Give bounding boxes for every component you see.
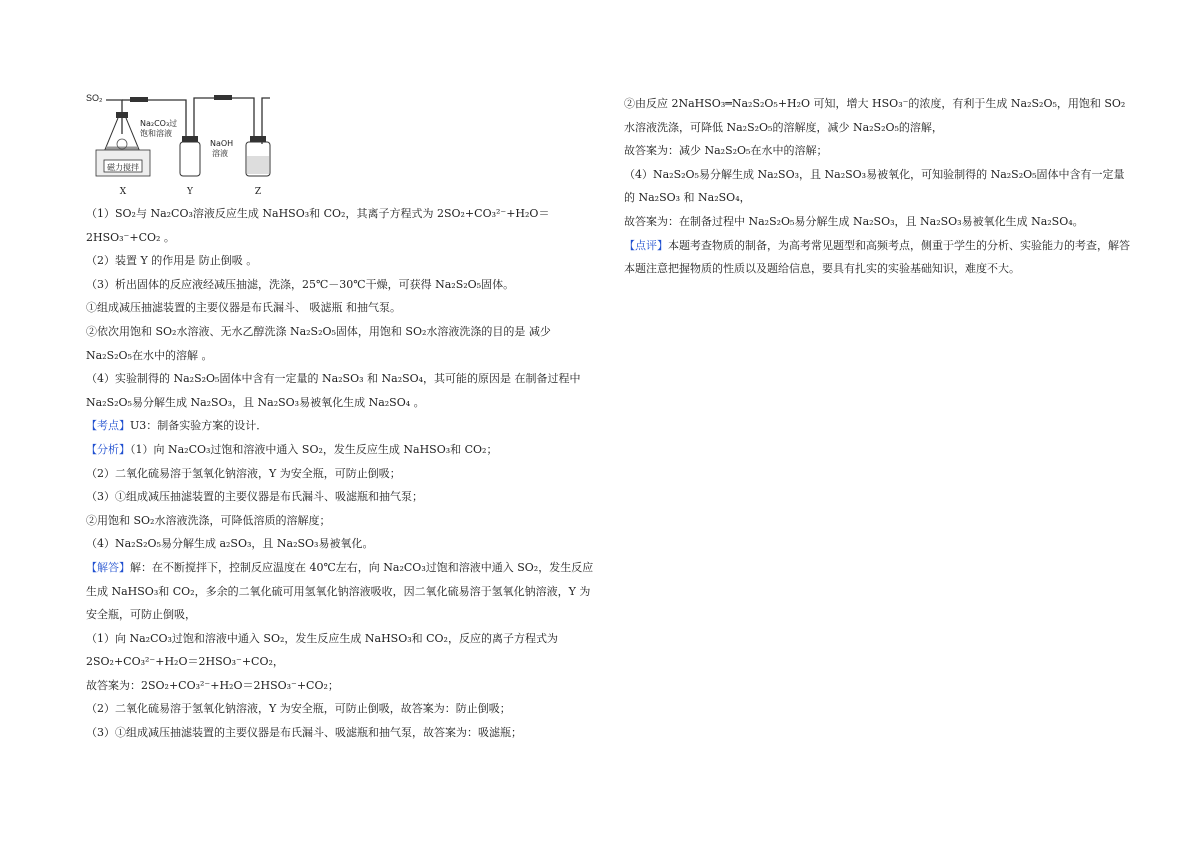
x-flask-label-1: Na₂CO₃过 (140, 119, 178, 128)
jieda-3b: ②由反应 2NaHSO₃═Na₂S₂O₅+H₂O 可知，增大 HSO₃⁻的浓度，有利于生成 Na₂S₂O₅，用饱和 SO₂水溶液洗涤，可降低 Na₂S₂O₅的溶解度，减少 Na₂S₂O₅的溶解， (624, 97, 1126, 134)
answer-4: 故答案为：在制备过程中 Na₂S₂O₅易分解生成 Na₂SO₃，且 Na₂SO₃易被氧化生成 Na₂SO₄。 (624, 214, 1084, 228)
z-label: Z (254, 187, 262, 197)
section-tag: 【点评】 (624, 238, 668, 252)
right-column (624, 92, 1134, 281)
apparatus-diagram (86, 92, 286, 200)
x-label: X (119, 187, 127, 197)
y-label: Y (187, 187, 193, 197)
section-tag: 【考点】 (86, 419, 130, 433)
fenxi-3: （3）①组成减压抽滤装置的主要仪器是布氏漏斗、吸滤瓶和抽气泵； (86, 490, 423, 504)
question-4: （4）实验制得的 Na₂S₂O₅固体中含有一定量的 Na₂SO₃ 和 Na₂SO₄，其可能的原因是 在制备过程中 Na₂S₂O₅易分解生成 Na₂SO₃，且 Na₂SO₃易被氧化生成 Na₂SO₄ 。 (86, 372, 581, 409)
dianping-line: 【点评】本题考查物质的制备，为高考常见题型和高频考点，侧重于学生的分析、实验能力的考查，解答本题注意把握物质的性质以及题给信息，要具有扎实的实验基础知识，难度不大。 (624, 238, 1130, 276)
z-label-2: 溶液 (212, 149, 228, 158)
question-1: （1）SO₂与 Na₂CO₃溶液反应生成 NaHSO₃和 CO₂，其离子方程式为 2SO₂+CO₃²⁻+H₂O＝2HSO₃⁻+CO₂ 。 (86, 207, 550, 244)
question-3-part-2: ②依次用饱和 SO₂水溶液、无水乙醇洗涤 Na₂S₂O₅固体，用饱和 SO₂水溶液洗涤的目的是 减少 Na₂S₂O₅在水中的溶解 。 (86, 324, 551, 362)
fenxi-2: （2）二氧化硫易溶于氢氧化钠溶液，Y 为安全瓶，可防止倒吸； (86, 466, 401, 480)
kaodian-line: 【考点】U3：制备实验方案的设计． (86, 419, 268, 433)
stirrer-label: 磁力搅拌 (107, 163, 139, 172)
x-flask-label-2: 饱和溶液 (140, 129, 172, 138)
fenxi-4: （4）Na₂S₂O₅易分解生成 a₂SO₃，且 Na₂SO₃易被氧化。 (86, 537, 374, 551)
fenxi-line: 【分析】（1）向 Na₂CO₃过饱和溶液中通入 SO₂，发生反应生成 NaHSO₃和 CO₂； (86, 442, 498, 456)
jieda-4: （4）Na₂S₂O₅易分解生成 Na₂SO₃，且 Na₂SO₃易被氧化，可知验制得的 Na₂S₂O₅固体中含有一定量的 Na₂SO₃ 和 Na₂SO₄， (624, 167, 1125, 205)
so2-label: SO₂ (86, 93, 103, 103)
section-tag: 【分析】 (86, 442, 130, 456)
fenxi-3b: ②用饱和 SO₂水溶液洗涤，可降低溶质的溶解度； (86, 513, 331, 527)
question-2: （2）装置 Y 的作用是 防止倒吸 。 (86, 254, 258, 268)
question-3: （3）析出固体的反应液经减压抽滤，洗涤，25℃－30℃干燥，可获得 Na₂S₂O₅固体。 (86, 277, 515, 291)
question-3-part-1: ①组成减压抽滤装置的主要仪器是布氏漏斗、 吸滤瓶 和抽气泵。 (86, 301, 401, 315)
jieda-1: （1）向 Na₂CO₃过饱和溶液中通入 SO₂，发生反应生成 NaHSO₃和 CO₂，反应的离子方程式为 2SO₂+CO₃²⁻+H₂O＝2HSO₃⁻+CO₂， (86, 631, 558, 669)
left-column (86, 92, 594, 745)
section-tag: 【解答】 (86, 560, 130, 574)
answer-3b: 故答案为：减少 Na₂S₂O₅在水中的溶解； (624, 144, 828, 158)
jieda-line: 【解答】解：在不断搅拌下，控制反应温度在 40℃左右，向 Na₂CO₃过饱和溶液中通入 SO₂，发生反应生成 NaHSO₃和 CO₂，多余的二氧化硫可用氢氧化钠溶液吸收，因二氧化硫易溶于氢氧化钠溶液，Y 为安全瓶，可防止倒吸， (86, 560, 594, 622)
jieda-2: （2）二氧化硫易溶于氢氧化钠溶液，Y 为安全瓶，可防止倒吸，故答案为：防止倒吸； (86, 702, 511, 716)
z-label-1: NaOH (210, 139, 234, 148)
jieda-3: （3）①组成减压抽滤装置的主要仪器是布氏漏斗、吸滤瓶和抽气泵，故答案为：吸滤瓶； (86, 726, 522, 740)
answer-1: 故答案为：2SO₂+CO₃²⁻+H₂O＝2HSO₃⁻+CO₂； (86, 678, 339, 692)
